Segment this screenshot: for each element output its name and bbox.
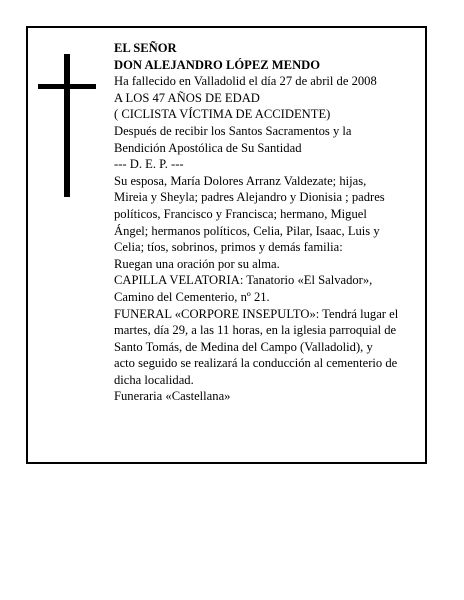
deceased-title: EL SEÑOR xyxy=(114,41,177,55)
family-line-2: Mireia y Sheyla; padres Alejandro y Dionisia ; padres xyxy=(114,190,385,205)
funeral-line-2: martes, día 29, a las 11 horas, en la iglesia parroquial de xyxy=(114,323,397,338)
funeral-line-4: acto seguido se realizará la conducción al cementerio de xyxy=(114,356,398,371)
death-date-line: Ha fallecido en Valladolid el día 27 de abril de 2008 xyxy=(114,74,377,89)
obituary-text xyxy=(114,40,426,405)
deceased-name: DON ALEJANDRO LÓPEZ MENDO xyxy=(114,57,321,72)
family-line-1: Su esposa, María Dolores Arranz Valdezate; hijas, xyxy=(114,173,367,188)
age-line: A LOS 47 AÑOS DE EDAD xyxy=(114,90,260,105)
funeral-line-5: dicha localidad. xyxy=(114,372,194,387)
funeral-home-line: Funeraria «Castellana» xyxy=(114,389,231,404)
family-line-5: Celia; tíos, sobrinos, primos y demás familia: xyxy=(114,240,343,255)
family-line-3: políticos, Francisco y Francisca; hermano, Miguel xyxy=(114,206,367,221)
prayer-line: Ruegan una oración por su alma. xyxy=(114,256,280,271)
chapel-line-1: CAPILLA VELATORIA: Tanatorio «El Salvador», xyxy=(114,273,373,288)
rip-line: --- D. E. P. --- xyxy=(114,157,184,172)
chapel-line-2: Camino del Cementerio, nº 21. xyxy=(114,289,270,304)
funeral-line-3: Santo Tomás, de Medina del Campo (Valladolid), y xyxy=(114,339,373,354)
sacraments-line-2: Bendición Apostólica de Su Santidad xyxy=(114,140,302,155)
cause-line: ( CICLISTA VÍCTIMA DE ACCIDENTE) xyxy=(114,107,331,122)
sacraments-line-1: Después de recibir los Santos Sacramentos y la xyxy=(114,123,352,138)
family-line-4: Ángel; hermanos políticos, Celia, Pilar, Isaac, Luis y xyxy=(114,223,380,238)
funeral-line-1: FUNERAL «CORPORE INSEPULTO»: Tendrá lugar el xyxy=(114,306,399,321)
